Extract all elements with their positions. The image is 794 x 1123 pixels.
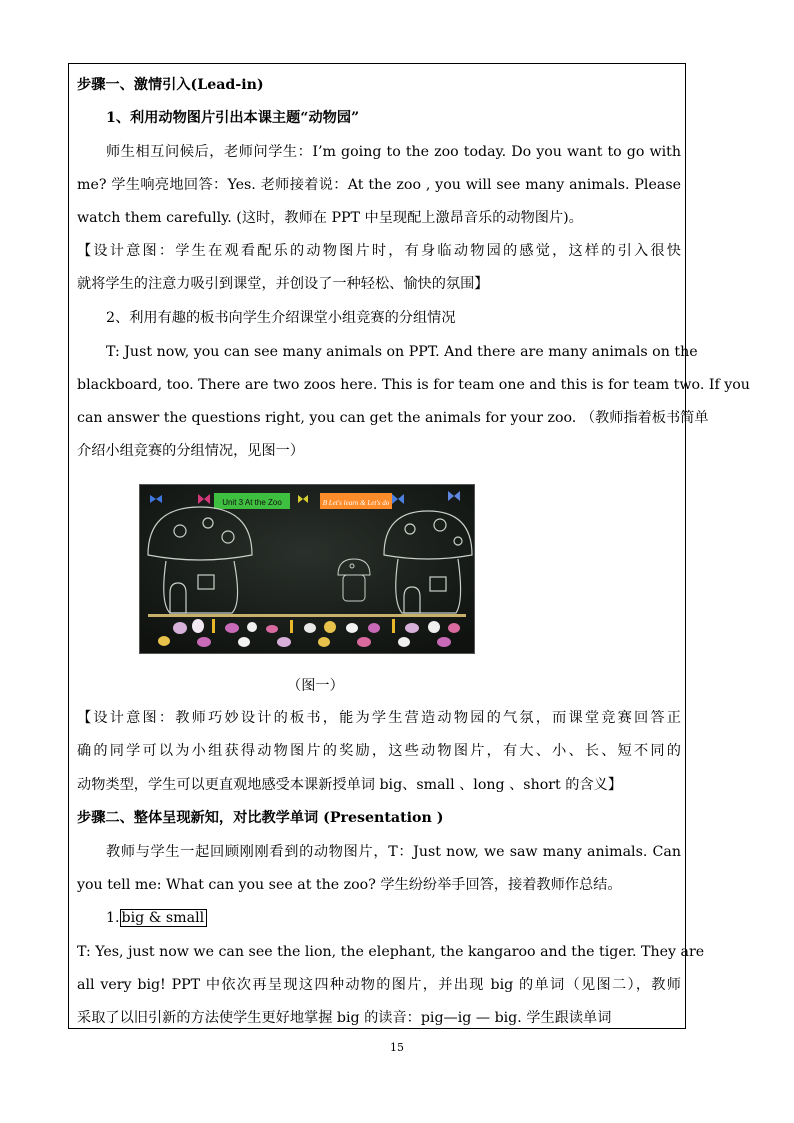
step1-sub1: 1、利用动物图片引出本课主题“动物园” bbox=[106, 110, 360, 126]
design-note-2-line3: 动物类型，学生可以更直观地感受本课新授单词 big、small 、long 、short 的含义】 bbox=[77, 777, 623, 793]
step1-para1-line1: 师生相互问候后，老师问学生：I’m going to the zoo today. Do you want to go with bbox=[106, 144, 681, 160]
step1-para2-line1: T: Just now, you can see many animals on PPT. And there are many animals on the bbox=[106, 344, 698, 360]
step2-para1-line1: 教师与学生一起回顾刚刚看到的动物图片，T：Just now, we saw many animals. Can bbox=[106, 844, 681, 860]
step2-title: 步骤二、整体呈现新知，对比教学单词 (Presentation ) bbox=[77, 810, 444, 826]
figure-caption: （图一） bbox=[287, 678, 344, 694]
vocab-item-word: big & small bbox=[120, 909, 208, 927]
design-note-2-line2: 确的同学可以为小组获得动物图片的奖励，这些动物图片，有大、小、长、短不同的 bbox=[77, 743, 681, 759]
vocab-item-big-small bbox=[106, 908, 681, 928]
step2-para1-line2: you tell me: What can you see at the zoo? 学生纷纷举手回答，接着教师作总结。 bbox=[77, 877, 622, 893]
step2-para2-line1: T: Yes, just now we can see the lion, the elephant, the kangaroo and the tiger. They are bbox=[77, 944, 705, 960]
step1-para2-line4: 介绍小组竞赛的分组情况，见图一） bbox=[77, 443, 305, 459]
vocab-item-number: 1. bbox=[106, 910, 120, 926]
step1-para2-line2: blackboard, too. There are two zoos here. This is for team one and this is for team two. If you bbox=[77, 377, 750, 393]
design-note-2-line1: 【设计意图：教师巧妙设计的板书，能为学生营造动物园的气氛，而课堂竞赛回答正 bbox=[77, 710, 681, 726]
lesson-title-text: B Let's learn & Let's do bbox=[322, 499, 390, 507]
step1-para1-line2: me? 学生响亮地回答：Yes. 老师接着说：At the zoo , you will see many animals. Please bbox=[77, 177, 681, 193]
step1-para1-line3: watch them carefully. (这时，教师在 PPT 中呈现配上激昂音乐的动物图片)。 bbox=[77, 210, 583, 226]
design-note-1-line1: 【设计意图：学生在观看配乐的动物图片时，有身临动物园的感觉，这样的引入很快 bbox=[77, 243, 681, 259]
blackboard-photo bbox=[139, 484, 475, 654]
step1-para2-line3: can answer the questions right, you can get the animals for your zoo. （教师指着板书简单 bbox=[77, 410, 709, 426]
step2-para2-line3: 采取了以旧引新的方法使学生更好地掌握 big 的读音：pig—ig — big. 学生跟读单词 bbox=[77, 1010, 612, 1026]
page-number: 15 bbox=[390, 1041, 404, 1054]
unit-title-text: Unit 3 At the Zoo bbox=[222, 498, 282, 507]
step1-sub2: 2、利用有趣的板书向学生介绍课堂小组竞赛的分组情况 bbox=[106, 310, 456, 326]
blackboard-illustration bbox=[140, 485, 474, 653]
step2-para2-line2: all very big! PPT 中依次再呈现这四种动物的图片，并出现 big 的单词（见图二），教师 bbox=[77, 977, 681, 993]
design-note-1-line2: 就将学生的注意力吸引到课堂，并创设了一种轻松、愉快的氛围】 bbox=[77, 276, 489, 292]
step1-title: 步骤一、激情引入(Lead-in) bbox=[77, 77, 264, 93]
